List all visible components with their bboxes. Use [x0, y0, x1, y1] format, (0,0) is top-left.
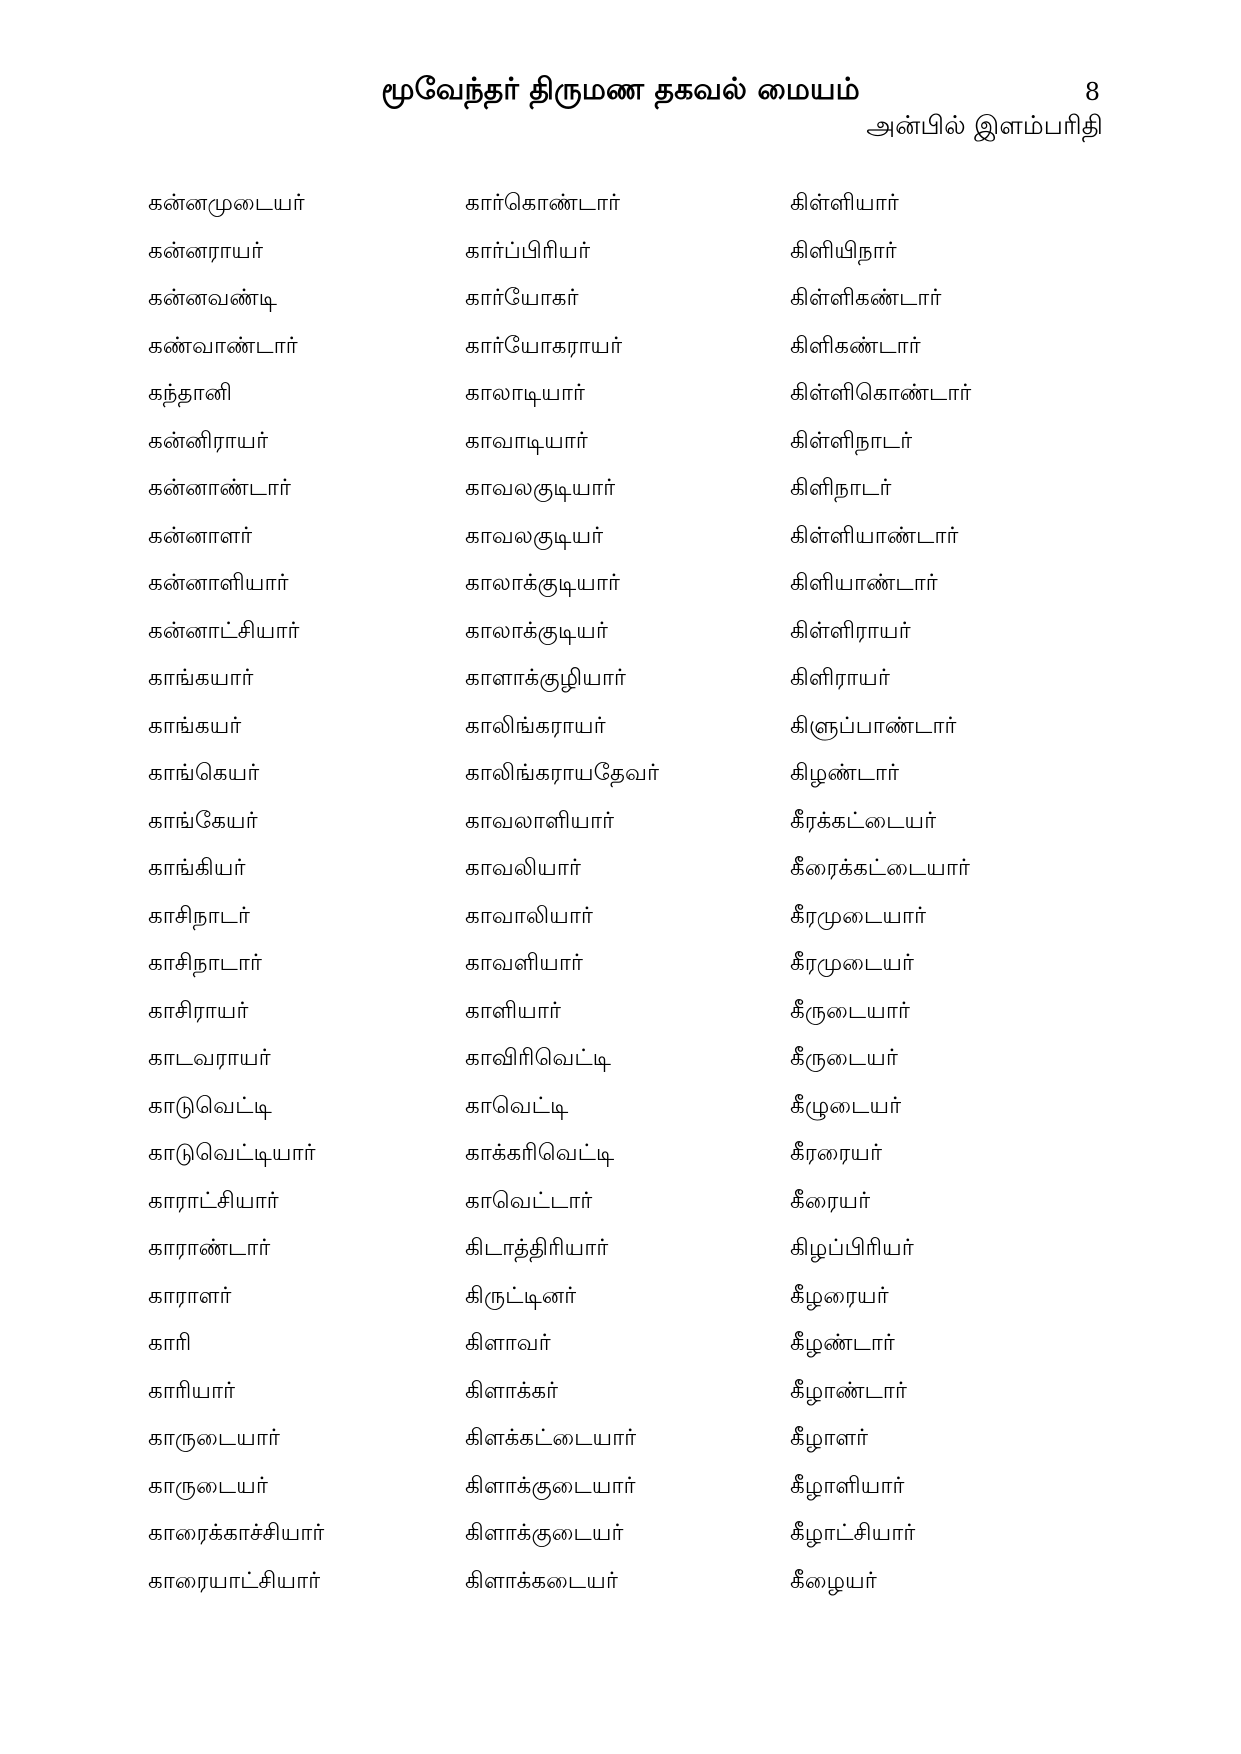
name-entry: காடுவெட்டியார்: [148, 1140, 316, 1166]
name-entry: காலாக்குடியார்: [465, 570, 620, 596]
name-entry: காங்கயர்: [148, 712, 242, 739]
name-entry: காவலகுடியார்: [465, 475, 616, 501]
name-column-2: [465, 180, 795, 1605]
page-number: 8: [1084, 78, 1100, 106]
name-entry: கீரையர்: [790, 1187, 871, 1214]
name-entry: கார்ப்பிரியர்: [465, 237, 591, 264]
name-entry: கிளாவர்: [465, 1330, 551, 1356]
name-entry: காராட்சியார்: [148, 1187, 279, 1214]
name-entry: கன்னராயர்: [148, 237, 263, 264]
name-entry: காங்கெயர்: [148, 760, 260, 786]
name-entry: கிளிநாடர்: [790, 475, 892, 501]
name-entry: கிள்ளியார்: [790, 190, 899, 216]
name-entry: கிளுப்பாண்டார்: [790, 712, 957, 739]
name-entry: கிழப்பிரியர்: [790, 1235, 914, 1261]
name-entry: காவிரிவெட்டி: [465, 1045, 611, 1071]
name-entry: காடவராயர்: [148, 1045, 271, 1071]
name-entry: கந்தானி: [148, 380, 232, 406]
name-entry: காராண்டார்: [148, 1235, 271, 1261]
name-column-1: [148, 180, 478, 1605]
name-entry: கீருடையார்: [790, 997, 910, 1024]
name-entry: காலாடியார்: [465, 380, 585, 406]
name-entry: கிளாக்கடையர்: [465, 1567, 618, 1594]
name-entry: காங்கயார்: [148, 665, 254, 691]
name-entry: காசிராயர்: [148, 997, 249, 1024]
name-entry: காவெட்டார்: [465, 1187, 593, 1214]
name-entry: கிளாக்குடையர்: [465, 1520, 624, 1546]
name-entry: கீழாளியார்: [790, 1472, 905, 1499]
name-entry: காங்கியர்: [148, 855, 246, 881]
name-entry: காளாக்குழியார்: [465, 665, 626, 691]
name-entry: கிளிகண்டார்: [790, 332, 921, 359]
name-entry: கன்னிராயர்: [148, 427, 269, 454]
name-entry: கார்யோகராயர்: [465, 332, 623, 359]
name-entry: கன்னவண்டி: [148, 285, 277, 311]
name-entry: கிள்ளிகண்டார்: [790, 285, 942, 311]
name-entry: கிளாக்குடையார்: [465, 1472, 636, 1499]
name-entry: கிருட்டினர்: [465, 1282, 577, 1309]
name-entry: கார்யோகர்: [465, 285, 579, 311]
name-entry: காவலியார்: [465, 855, 581, 881]
name-entry: கிளியிநார்: [790, 237, 897, 264]
name-entry: கீரக்கட்டையர்: [790, 807, 937, 834]
name-entry: கார்கொண்டார்: [465, 190, 620, 216]
name-entry: காலிங்கராயர்: [465, 712, 606, 739]
name-entry: காரையாட்சியார்: [148, 1567, 321, 1594]
name-entry: காருடையர்: [148, 1472, 268, 1499]
name-entry: காசிநாடார்: [148, 950, 262, 976]
name-entry: கீழாண்டார்: [790, 1377, 907, 1404]
name-entry: கீரரையர்: [790, 1140, 882, 1166]
name-columns: [0, 180, 1241, 1620]
name-entry: கிழண்டார்: [790, 760, 899, 786]
name-entry: காலாக்குடியர்: [465, 617, 608, 644]
author-name: அன்பில் இளம்பரிதி: [866, 111, 1103, 141]
name-entry: கீருடையர்: [790, 1045, 898, 1071]
name-entry: காளியார்: [465, 997, 561, 1024]
name-entry: காடுவெட்டி: [148, 1092, 272, 1119]
name-entry: கன்னமுடையர்: [148, 190, 305, 216]
name-entry: கீழுடையர்: [790, 1092, 902, 1119]
name-entry: கண்வாண்டார்: [148, 332, 298, 359]
name-entry: கீரமுடையார்: [790, 902, 926, 929]
name-column-3: [790, 180, 1120, 1605]
name-entry: கிள்ளிநாடர்: [790, 427, 913, 454]
name-entry: காக்கரிவெட்டி: [465, 1140, 615, 1166]
name-entry: கன்னாண்டார்: [148, 475, 291, 501]
name-entry: கீழாளர்: [790, 1425, 869, 1451]
name-entry: காவாலியார்: [465, 902, 593, 929]
name-entry: காவளியார்: [465, 950, 583, 976]
name-entry: காருடையார்: [148, 1425, 280, 1451]
name-entry: காவெட்டி: [465, 1092, 569, 1119]
name-entry: கிளாக்கர்: [465, 1377, 559, 1404]
name-entry: கிள்ளிகொண்டார்: [790, 380, 972, 406]
name-entry: கன்னாளர்: [148, 522, 253, 549]
name-entry: காலிங்கராயதேவர்: [465, 760, 659, 786]
name-entry: கீழண்டார்: [790, 1330, 895, 1356]
name-entry: கன்னாளியார்: [148, 570, 289, 596]
name-entry: கிடாத்திரியார்: [465, 1235, 609, 1261]
document-title: மூவேந்தர் திருமண தகவல் மையம்: [381, 72, 860, 107]
name-entry: கீழையர்: [790, 1567, 877, 1594]
name-entry: கீரமுடையர்: [790, 950, 914, 976]
name-entry: காவலகுடியர்: [465, 522, 604, 549]
name-entry: கீழாட்சியார்: [790, 1520, 916, 1546]
name-entry: கிளியாண்டார்: [790, 570, 938, 596]
name-entry: காங்கேயர்: [148, 807, 258, 834]
name-entry: காசிநாடர்: [148, 902, 250, 929]
name-entry: கிள்ளிராயர்: [790, 617, 911, 644]
name-entry: கிள்ளியாண்டார்: [790, 522, 959, 549]
name-entry: கிளக்கட்டையார்: [465, 1425, 637, 1451]
name-entry: காரி: [148, 1330, 192, 1356]
name-entry: கன்னாட்சியார்: [148, 617, 300, 644]
name-entry: கீழரையர்: [790, 1282, 889, 1309]
name-entry: கிளிராயர்: [790, 665, 890, 691]
name-entry: காரைக்காச்சியார்: [148, 1520, 325, 1546]
name-entry: கீரைக்கட்டையார்: [790, 855, 970, 881]
name-entry: காவாடியார்: [465, 427, 588, 454]
name-entry: காராளர்: [148, 1282, 232, 1309]
name-entry: காரியார்: [148, 1377, 236, 1404]
name-entry: காவலாளியார்: [465, 807, 615, 834]
